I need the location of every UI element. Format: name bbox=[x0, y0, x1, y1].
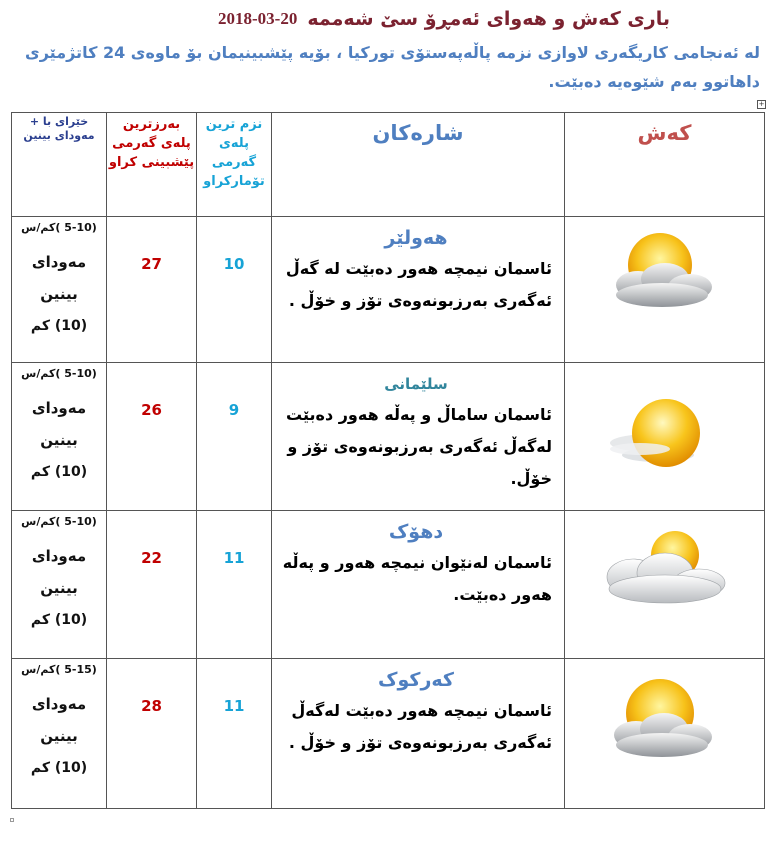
min-temp: 10 bbox=[197, 217, 272, 363]
city-description: ئاسمان نیمچە هەور دەبێت لە گەڵ ئەگەری بەرزبونەوەی تۆز و خۆڵ . bbox=[285, 259, 552, 310]
weather-table bbox=[11, 112, 765, 809]
table-header-row bbox=[12, 113, 765, 217]
wind-speed: (5-10 )کم/س bbox=[21, 515, 97, 528]
intro-paragraph: لە ئەنجامی کاریگەری لاوازی نزمە پاڵەپەستۆی تورکیا ، بۆیە پێشبینیمان بۆ ماوەی 24 کاتژمێری داهاتوو بەم شێوەیە دەبێت. bbox=[25, 43, 760, 91]
header-condition: کەش bbox=[565, 113, 765, 217]
max-temp: 22 bbox=[107, 511, 197, 659]
city-cell bbox=[272, 363, 565, 511]
page-corner-mark bbox=[10, 818, 14, 822]
min-temp: 11 bbox=[197, 511, 272, 659]
visibility-label: مەودای بینین bbox=[31, 253, 87, 303]
wind-visibility-cell bbox=[12, 363, 107, 511]
table-row bbox=[12, 363, 765, 511]
wind-visibility-cell bbox=[12, 659, 107, 809]
page-title bbox=[150, 6, 670, 32]
visibility-label: مەودای بینین bbox=[31, 695, 87, 745]
city-cell bbox=[272, 511, 565, 659]
sun-behind-cloud-icon bbox=[595, 525, 735, 615]
table-row bbox=[12, 511, 765, 659]
title-date: 2018-03-20 bbox=[218, 9, 298, 28]
visibility-distance: (10) کم bbox=[30, 464, 88, 480]
header-cities: شارەکان bbox=[272, 113, 565, 217]
wind-visibility-cell bbox=[12, 511, 107, 659]
header-max-temp: بەرزترین پلەی گەرمی پێشبینی کراو bbox=[107, 113, 197, 217]
max-temp: 27 bbox=[107, 217, 197, 363]
header-min-temp: نزم ترین پلەی گەرمی تۆمارکراو bbox=[197, 113, 272, 217]
title-text: باری کەش و هەوای ئەمڕۆ سێ شەممە bbox=[307, 8, 670, 30]
city-description: ئاسمان نیمچە هەور دەبێت لەگەڵ ئەگەری بەرزبونەوەی تۆز و خۆڵ . bbox=[288, 701, 552, 752]
header-wind: خێرای با + مەودای بینین bbox=[12, 113, 107, 217]
city-name: سلێمانی bbox=[384, 375, 448, 393]
visibility-label: مەودای بینین bbox=[31, 399, 87, 449]
city-cell bbox=[272, 659, 565, 809]
min-temp: 9 bbox=[197, 363, 272, 511]
min-temp: 11 bbox=[197, 659, 272, 809]
city-cell bbox=[272, 217, 565, 363]
max-temp: 28 bbox=[107, 659, 197, 809]
sunny-haze-icon bbox=[600, 381, 730, 491]
visibility-distance: (10) کم bbox=[30, 760, 88, 776]
table-row bbox=[12, 217, 765, 363]
wind-speed: (5-10 )کم/س bbox=[21, 221, 97, 234]
visibility-distance: (10) کم bbox=[30, 612, 88, 628]
wind-speed: (5-10 )کم/س bbox=[21, 367, 97, 380]
wind-visibility-cell bbox=[12, 217, 107, 363]
table-move-handle-icon[interactable]: + bbox=[758, 100, 765, 108]
condition-cell bbox=[565, 363, 765, 511]
visibility-label: مەودای بینین bbox=[31, 547, 87, 597]
city-name: کەرکوک bbox=[378, 669, 454, 691]
condition-cell bbox=[565, 659, 765, 809]
condition-cell bbox=[565, 511, 765, 659]
city-description: ئاسمان لەنێوان نیمچە هەور و پەڵە هەور دەبێت. bbox=[282, 553, 552, 604]
wind-speed: (5-15 )کم/س bbox=[21, 663, 97, 676]
city-description: ئاسمان ساماڵ و پەڵە هەور دەبێت لەگەڵ ئەگەری بەرزبونەوەی تۆز و خۆڵ. bbox=[286, 405, 552, 488]
table-row bbox=[12, 659, 765, 809]
max-temp: 26 bbox=[107, 363, 197, 511]
partly-cloudy-icon bbox=[590, 223, 740, 333]
condition-cell bbox=[565, 217, 765, 363]
city-name: دهۆک bbox=[388, 521, 444, 543]
city-name: هەولێر bbox=[384, 227, 448, 249]
visibility-distance: (10) کم bbox=[30, 318, 88, 334]
partly-cloudy-icon bbox=[590, 669, 740, 779]
